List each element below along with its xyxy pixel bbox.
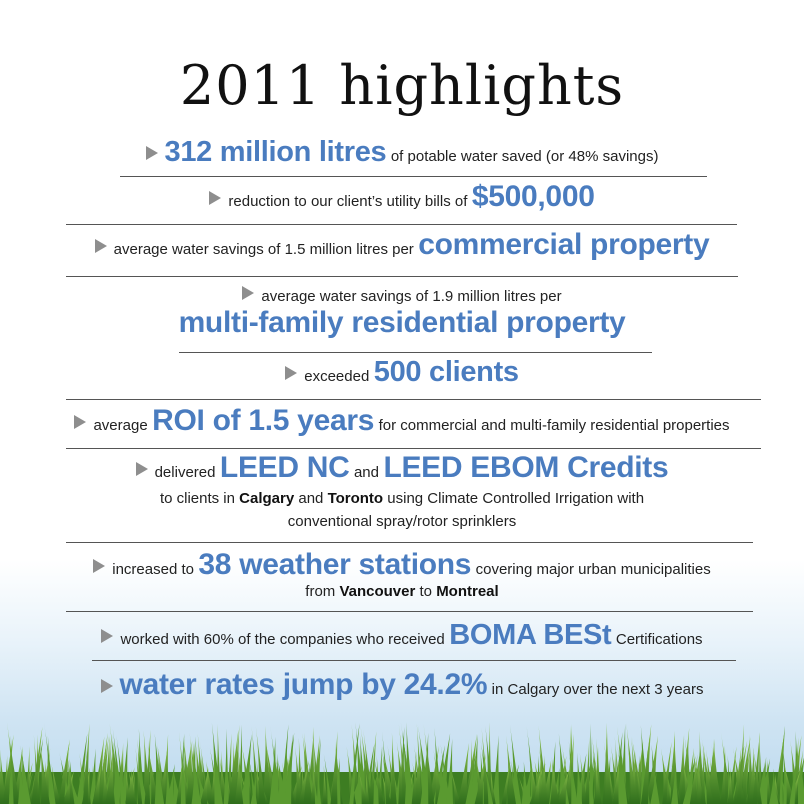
highlight-pre-text: increased to	[112, 561, 194, 578]
divider	[66, 399, 761, 400]
highlight-text: exceeded	[304, 368, 370, 385]
grass-blade	[224, 729, 229, 804]
arrow-icon	[209, 191, 221, 205]
highlight-text: in Calgary over the next 3 years	[491, 681, 704, 698]
highlight-leed-line3: conventional spray/rotor sprinklers	[287, 513, 517, 530]
highlight-big-text: commercial property	[418, 228, 710, 261]
text: to	[419, 583, 433, 600]
highlight-multifamily	[0, 286, 804, 306]
highlight-text: covering major urban municipalities	[475, 561, 711, 578]
text: to clients in	[159, 490, 235, 507]
city-toronto: Toronto	[327, 490, 384, 507]
highlight-leed	[0, 451, 804, 485]
highlight-big-text: LEED EBOM Credits	[383, 451, 669, 484]
highlight-big-text: $500,000	[471, 180, 595, 213]
highlight-big-text: multi-family residential property	[178, 306, 626, 339]
divider	[66, 448, 761, 449]
divider	[179, 352, 652, 353]
arrow-icon	[146, 146, 158, 160]
highlight-text: of potable water saved (or 48% savings)	[390, 148, 659, 165]
highlight-text: average water savings of 1.5 million litres per	[113, 241, 414, 258]
highlight-big-text: 38 weather stations	[198, 548, 472, 581]
divider	[120, 176, 707, 177]
highlight-pre-text: worked with 60% of the companies who received	[120, 631, 445, 648]
arrow-icon	[93, 559, 105, 573]
highlight-pre-text: average	[93, 417, 148, 434]
arrow-icon	[101, 629, 113, 643]
arrow-icon	[136, 462, 148, 476]
highlight-water-rates	[0, 668, 804, 702]
text: from	[305, 583, 336, 600]
arrow-icon	[242, 286, 254, 300]
highlight-big-text: 312 million litres	[164, 136, 387, 168]
highlight-text: for commercial and multi-family residential properties	[378, 417, 730, 434]
highlight-big-text: 500 clients	[373, 356, 519, 388]
highlight-water-saved	[0, 136, 804, 169]
highlight-text: average water savings of 1.9 million litres per	[261, 288, 562, 305]
highlight-weather-stations	[0, 548, 804, 582]
highlight-roi	[0, 404, 804, 438]
highlight-pre-text: delivered	[154, 464, 216, 481]
page-title: 2011 highlights	[179, 54, 625, 117]
highlight-big-text: LEED NC	[219, 451, 350, 484]
highlight-big-text: water rates jump by 24.2%	[119, 668, 488, 701]
arrow-icon	[101, 679, 113, 693]
highlight-multifamily-big	[0, 306, 804, 340]
highlight-weather-line2	[0, 583, 804, 600]
highlight-big-text: ROI of 1.5 years	[152, 404, 375, 437]
divider	[66, 276, 738, 277]
arrow-icon	[95, 239, 107, 253]
arrow-icon	[285, 366, 297, 380]
highlight-boma	[0, 619, 804, 652]
divider	[92, 660, 736, 661]
highlight-big-text: BOMA BESt	[449, 619, 612, 651]
divider	[66, 611, 753, 612]
highlight-clients	[0, 356, 804, 389]
highlight-utility-bills	[0, 180, 804, 214]
grass-decoration	[0, 720, 804, 804]
highlight-mid-text: and	[353, 464, 379, 481]
highlight-text: reduction to our client’s utility bills of	[228, 193, 468, 210]
text: and	[298, 490, 324, 507]
city-calgary: Calgary	[239, 490, 295, 507]
arrow-icon	[74, 415, 86, 429]
city-montreal: Montreal	[436, 583, 499, 600]
highlight-commercial	[0, 228, 804, 262]
city-vancouver: Vancouver	[339, 583, 416, 600]
divider	[66, 224, 737, 225]
highlight-text: Certifications	[615, 631, 703, 648]
highlight-leed-line2	[0, 490, 804, 507]
text: using Climate Controlled Irrigation with	[387, 490, 645, 507]
divider	[66, 542, 753, 543]
